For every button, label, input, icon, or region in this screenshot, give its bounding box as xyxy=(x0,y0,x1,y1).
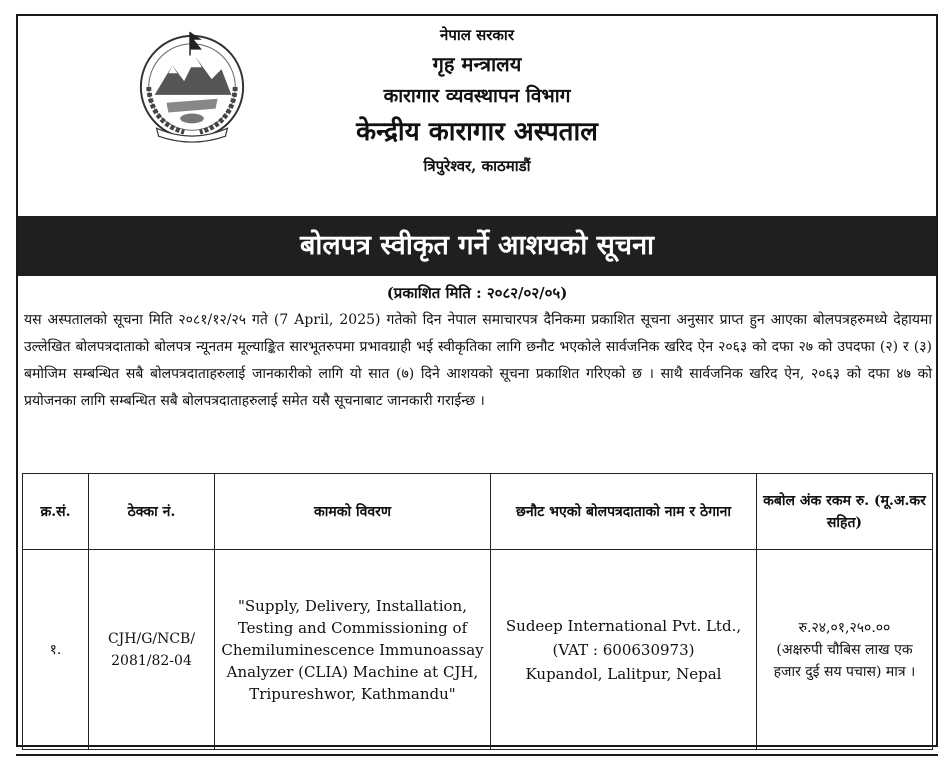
ministry-name: गृह मन्त्रालय xyxy=(432,52,522,76)
column-header-contract-no: ठेक्का नं. xyxy=(89,474,215,550)
department-name: कारागार व्यवस्थापन विभाग xyxy=(383,85,571,107)
column-header-bidder: छनौट भएको बोलपत्रदाताको नाम र ठेगाना xyxy=(491,474,757,550)
office-address: त्रिपुरेश्वर, काठमाडौं xyxy=(423,157,531,175)
cell-description: "Supply, Delivery, Installation, Testing and Commissioning of Chemiluminescence Immunoassay Analyzer (CLIA) Machine at CJH, Tripureshwor, Kathmandu" xyxy=(215,550,491,750)
notice-frame xyxy=(16,14,938,747)
bidder-address: Kupandol, Lalitpur, Nepal xyxy=(525,664,722,683)
notice-title-banner: बोलपत्र स्वीकृत गर्ने आशयको सूचना xyxy=(18,216,936,276)
bottom-divider xyxy=(16,754,938,756)
award-table xyxy=(22,473,933,750)
column-header-amount: कबोल अंक रकम रु. (मू.अ.कर सहित) xyxy=(757,474,933,550)
cell-contract-no: CJH/G/NCB/ 2081/82-04 xyxy=(89,550,215,750)
column-header-description: कामको विवरण xyxy=(215,474,491,550)
table-header-row xyxy=(23,474,933,550)
published-date: (प्रकाशित मिति : २०८२/०२/०५) xyxy=(386,284,568,302)
column-header-sn: क्र.सं. xyxy=(23,474,89,550)
cell-sn: १. xyxy=(23,550,89,750)
office-name: केन्द्रीय कारागार अस्पताल xyxy=(356,117,598,147)
bidder-vat: (VAT : 600630973) xyxy=(552,640,695,659)
office-header xyxy=(18,22,936,180)
amount-figure: रु.२४,०१,२५०.०० xyxy=(798,619,891,636)
government-name: नेपाल सरकार xyxy=(440,26,514,44)
table-row xyxy=(23,550,933,750)
notice-body: यस अस्पतालको सूचना मिति २०८१/१२/२५ गते (7 April, 2025) गतेको दिन नेपाल समाचारपत्र दैनिकमा प्रकाशित सूचना अनुसार प्राप्त हुन आएका बोलपत्रहरुमध्ये देहायमा उल्लेखित बोलपत्रदाताको बोलपत्र न्यूनतम मूल्याङ्कित सारभूतरुपमा प्रभावग्राही भई स्वीकृतिका लागि छनौट भएकोले सार्वजनिक खरिद ऐन २०६३ को दफा २७ को उपदफा (२) र (३) बमोजिम सम्बन्धित सबै बोलपत्रदाताहरुलाई जानकारीको लागि यो सात (७) दिने आशयको सूचना प्रकाशित गरिएको छ । साथै सार्वजनिक खरिद ऐन, २०६३ को दफा ४७ को प्रयोजनका लागि सम्बन्धित सबै बोलपत्रदाताहरुलाई समेत यसै सूचनाबाट जानकारी गराईन्छ । xyxy=(24,312,932,409)
cell-bidder xyxy=(491,550,757,750)
cell-amount xyxy=(757,550,933,750)
bidder-name: Sudeep International Pvt. Ltd., xyxy=(505,616,742,635)
amount-in-words: (अक्षरुपी चौबिस लाख एक हजार दुई सय पचास) मात्र । xyxy=(773,641,916,680)
